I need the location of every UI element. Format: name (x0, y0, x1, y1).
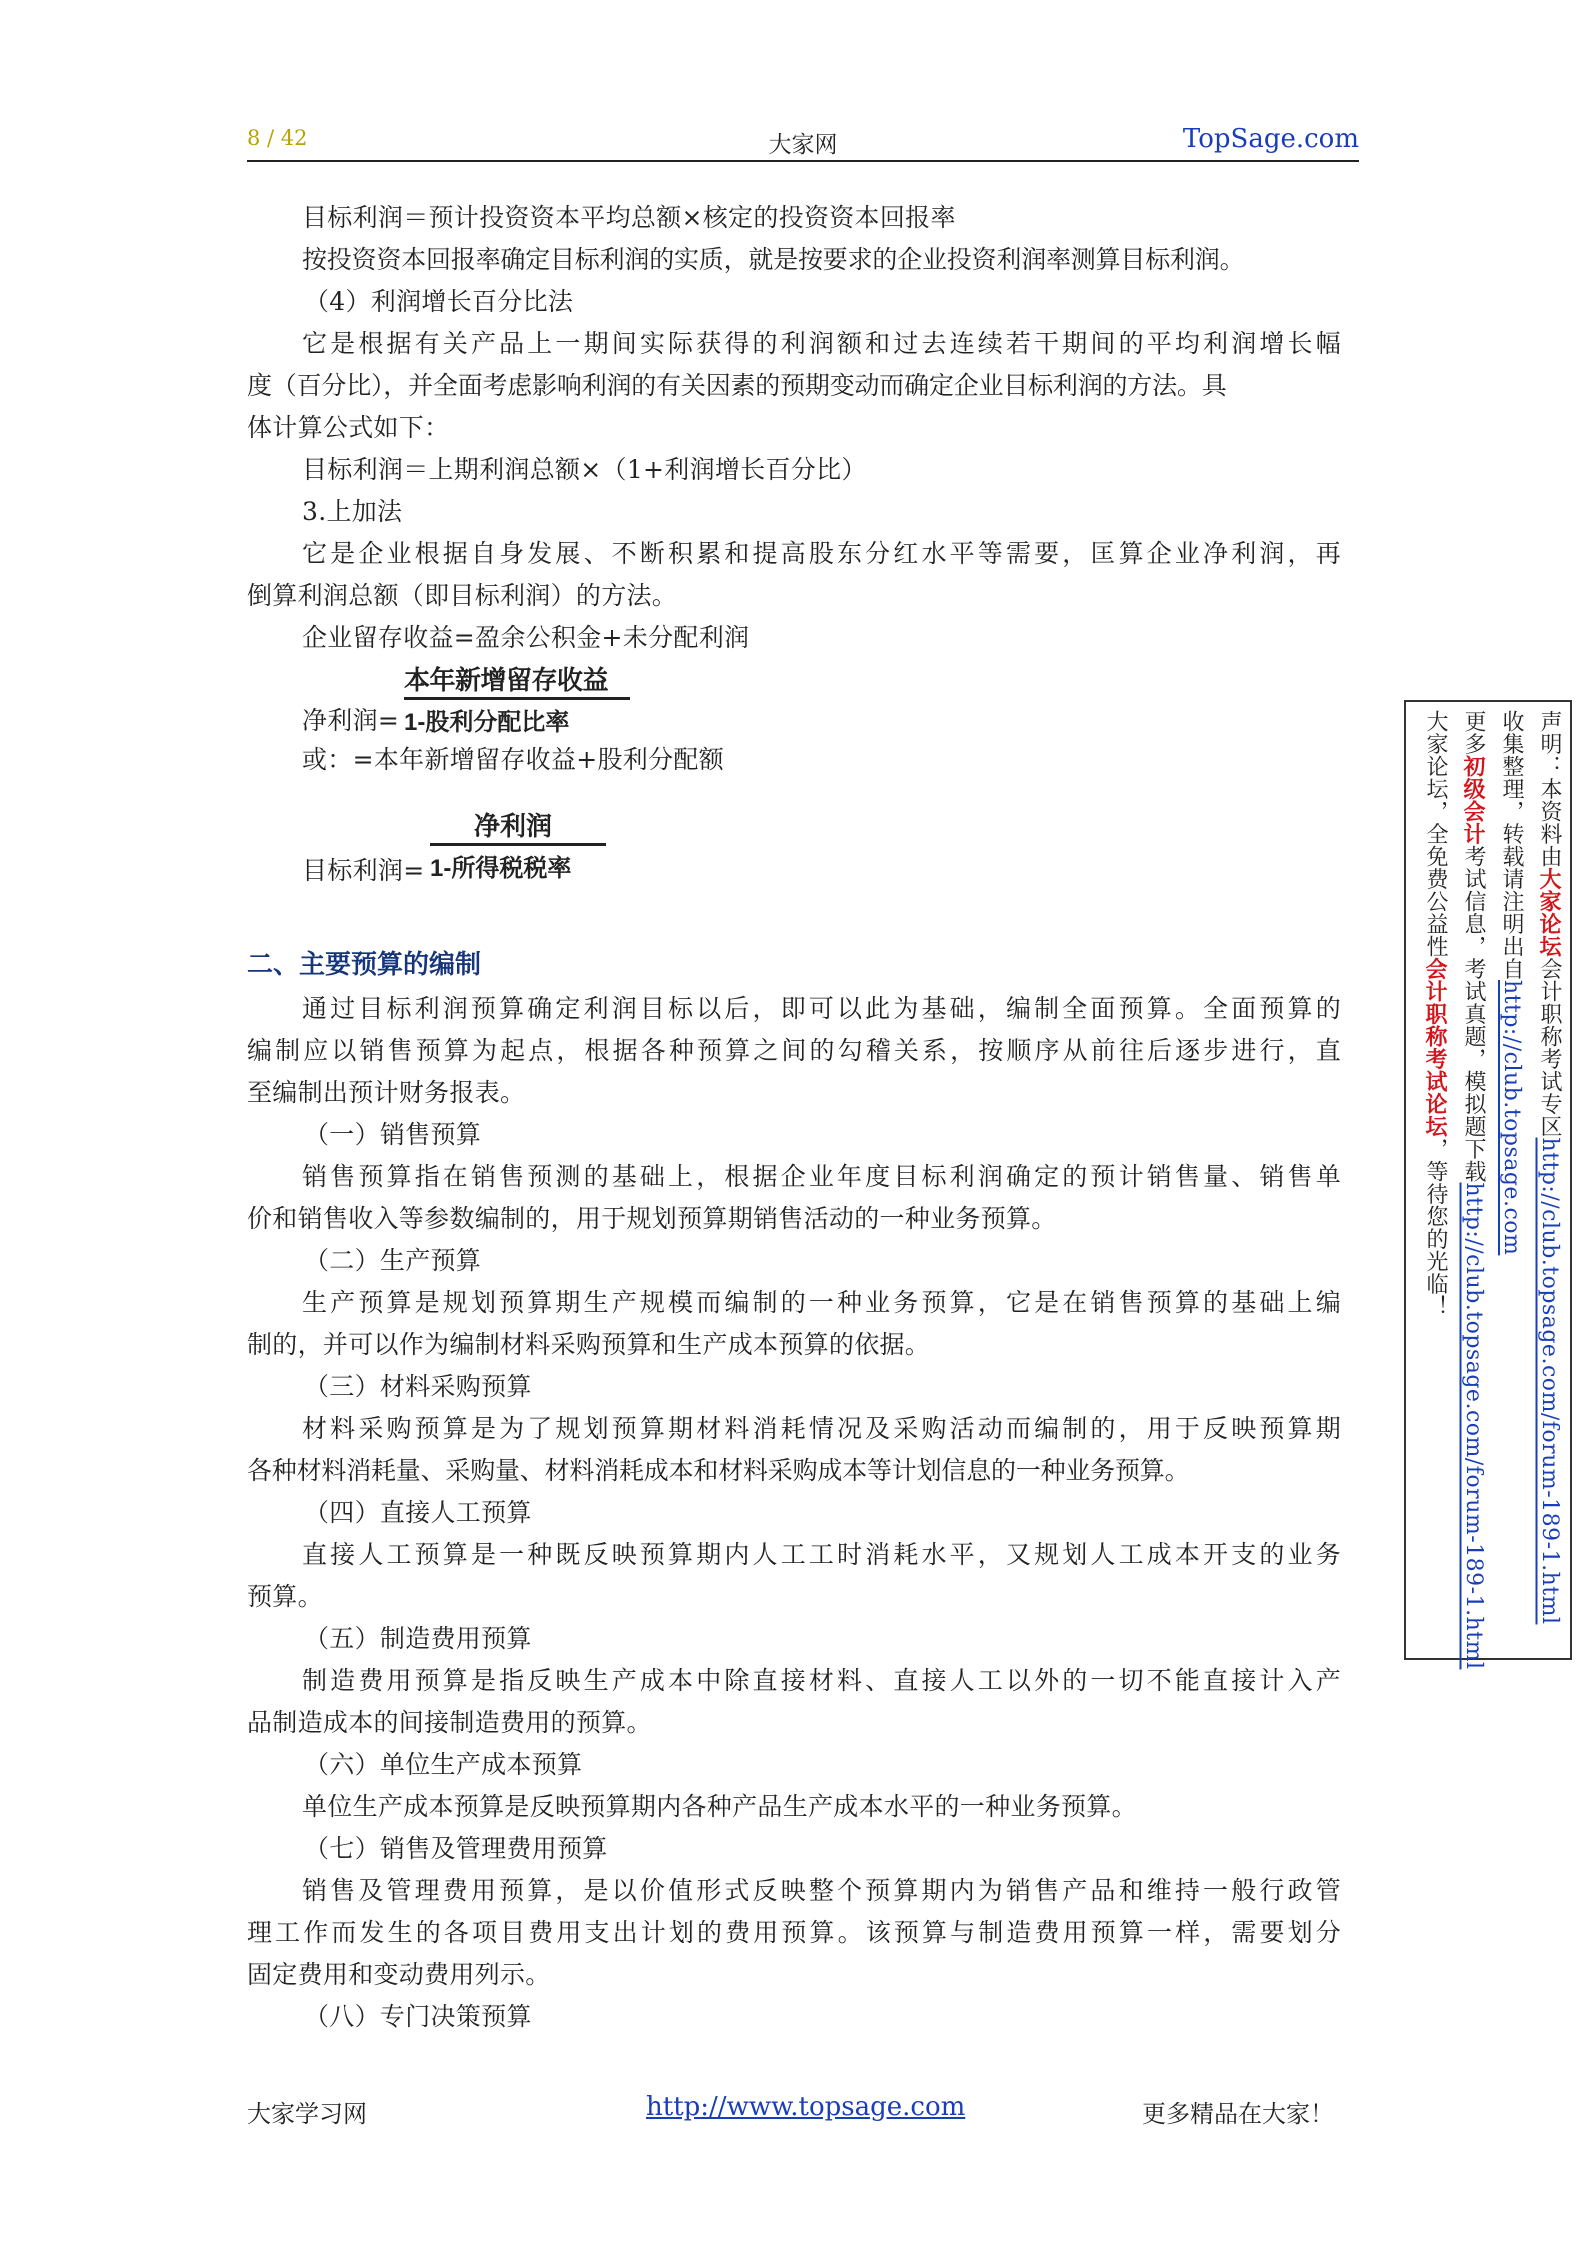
text-line: 目标利润＝上期利润总额×（1+利润增长百分比） (302, 455, 867, 484)
text-line: 按投资资本回报率确定目标利润的实质，就是按要求的企业投资利润率测算目标利润。 (302, 245, 1245, 274)
fraction-bar (404, 697, 630, 700)
notice-text: ，等待您的光临！ (1423, 1137, 1448, 1318)
notice-column (1536, 710, 1562, 1624)
subheading: （一）销售预算 (304, 1120, 482, 1149)
notice-text: 大家论坛，全免费公益性 (1423, 710, 1448, 958)
notice-highlight: 初级会计 (1460, 755, 1486, 845)
text-line: 固定费用和变动费用列示。 (247, 1960, 551, 1989)
subheading: （三）材料采购预算 (304, 1372, 532, 1401)
text-line: 体计算公式如下： (247, 413, 450, 442)
notice-highlight: 大家论坛 (1536, 867, 1562, 958)
forum-link[interactable]: http://club.topsage.com/forum-189-1.html (1537, 1137, 1562, 1625)
forum-link[interactable]: http://club.topsage.com/forum-189-1.html (1461, 1182, 1486, 1670)
text-line: 各种材料消耗量、采购量、材料消耗成本和材料采购成本等计划信息的一种业务预算。 (247, 1456, 1190, 1485)
text-line: 价和销售收入等参数编制的，用于规划预算期销售活动的一种业务预算。 (247, 1204, 1057, 1233)
notice-column (1422, 710, 1448, 1318)
subheading: （五）制造费用预算 (304, 1624, 532, 1653)
text-line: 直接人工预算是一种既反映预算期内人工工时消耗水平，又规划人工成本开支的业务 (302, 1540, 1341, 1569)
notice-column (1460, 710, 1486, 1669)
footer-site-name: 大家学习网 (247, 2100, 367, 2128)
text-line: 理工作而发生的各项目费用支出计划的费用预算。该预算与制造费用预算一样，需要划分 (247, 1918, 1341, 1947)
notice-text: 考试信息，考试真题，模拟题下载 (1461, 845, 1486, 1183)
header-site-link[interactable]: TopSage.com (1182, 124, 1359, 154)
subheading: （七）销售及管理费用预算 (304, 1834, 608, 1863)
section-heading: 二、主要预算的编制 (247, 950, 482, 980)
text-line: 它是企业根据自身发展、不断积累和提高股东分红水平等需要，匡算企业净利润，再 (302, 539, 1341, 568)
formula-label: 目标利润= (302, 856, 425, 885)
text-line: 制造费用预算是指反映生产成本中除直接材料、直接人工以外的一切不能直接计入产 (302, 1666, 1341, 1695)
footer-link[interactable]: http://www.topsage.com (646, 2092, 966, 2122)
text-line: 销售及管理费用预算，是以价值形式反映整个预算期内为销售产品和维持一般行政管 (302, 1876, 1341, 1905)
text-line: 度（百分比），并全面考虑影响利润的有关因素的预期变动而确定企业目标利润的方法。具 (247, 371, 1227, 400)
notice-text: 声明：本资料由 (1537, 710, 1562, 868)
subheading: （4）利润增长百分比法 (304, 287, 574, 316)
subheading: （二）生产预算 (304, 1246, 482, 1275)
footer-slogan: 更多精品在大家！ (1142, 2100, 1334, 2128)
text-line: 销售预算指在销售预测的基础上，根据企业年度目标利润确定的预计销售量、销售单 (302, 1162, 1341, 1191)
notice-text: 更多 (1461, 710, 1486, 755)
text-line: 生产预算是规划预算期生产规模而编制的一种业务预算，它是在销售预算的基础上编 (302, 1288, 1341, 1317)
club-link[interactable]: http://club.topsage.com (1499, 980, 1524, 1256)
fraction-bar (430, 843, 606, 846)
text-line: 通过目标利润预算确定利润目标以后，即可以此为基础，编制全面预算。全面预算的 (302, 994, 1341, 1023)
subheading: 3.上加法 (302, 497, 403, 526)
formula-denominator: 1-所得税税率 (430, 855, 572, 882)
formula-numerator: 本年新增留存收益 (404, 665, 609, 695)
text-line: 目标利润＝预计投资资本平均总额×核定的投资资本回报率 (302, 203, 956, 232)
subheading: （八）专门决策预算 (304, 2002, 532, 2031)
notice-text: 收集整理，转载请注明出自 (1499, 710, 1524, 980)
formula-target-profit (430, 806, 610, 886)
text-line: 或：=本年新增留存收益+股利分配额 (302, 745, 724, 774)
notice-text: 会计职称考试专区 (1537, 957, 1562, 1138)
page-header (247, 124, 1359, 162)
page-number: 8 / 42 (247, 126, 308, 150)
text-line: 企业留存收益=盈余公积金+未分配利润 (302, 623, 750, 652)
text-line: 至编制出预计财务报表。 (247, 1078, 526, 1107)
text-line: 编制应以销售预算为起点，根据各种预算之间的勾稽关系，按顺序从前往后逐步进行，直 (247, 1036, 1341, 1065)
text-line: 预算。 (247, 1582, 323, 1611)
text-line: 单位生产成本预算是反映预算期内各种产品生产成本水平的一种业务预算。 (302, 1792, 1137, 1821)
formula-denominator: 1-股利分配比率 (404, 709, 570, 736)
text-line: 倒算利润总额（即目标利润）的方法。 (247, 581, 678, 610)
notice-highlight: 会计职称考试论坛 (1422, 957, 1448, 1138)
text-line: 它是根据有关产品上一期间实际获得的利润额和过去连续若干期间的平均利润增长幅 (302, 329, 1341, 358)
text-line: 制的，并可以作为编制材料采购预算和生产成本预算的依据。 (247, 1330, 931, 1359)
formula-numerator: 净利润 (474, 811, 553, 841)
text-line: 材料采购预算是为了规划预算期材料消耗情况及采购活动而编制的，用于反映预算期 (302, 1414, 1341, 1443)
subheading: （六）单位生产成本预算 (304, 1750, 583, 1779)
formula-label: 净利润= (302, 706, 400, 735)
text-line: 品制造成本的间接制造费用的预算。 (247, 1708, 652, 1737)
subheading: （四）直接人工预算 (304, 1498, 532, 1527)
notice-box (1404, 700, 1572, 1670)
notice-column (1498, 710, 1524, 1255)
formula-net-profit (404, 660, 634, 738)
header-site-name: 大家网 (768, 132, 838, 158)
